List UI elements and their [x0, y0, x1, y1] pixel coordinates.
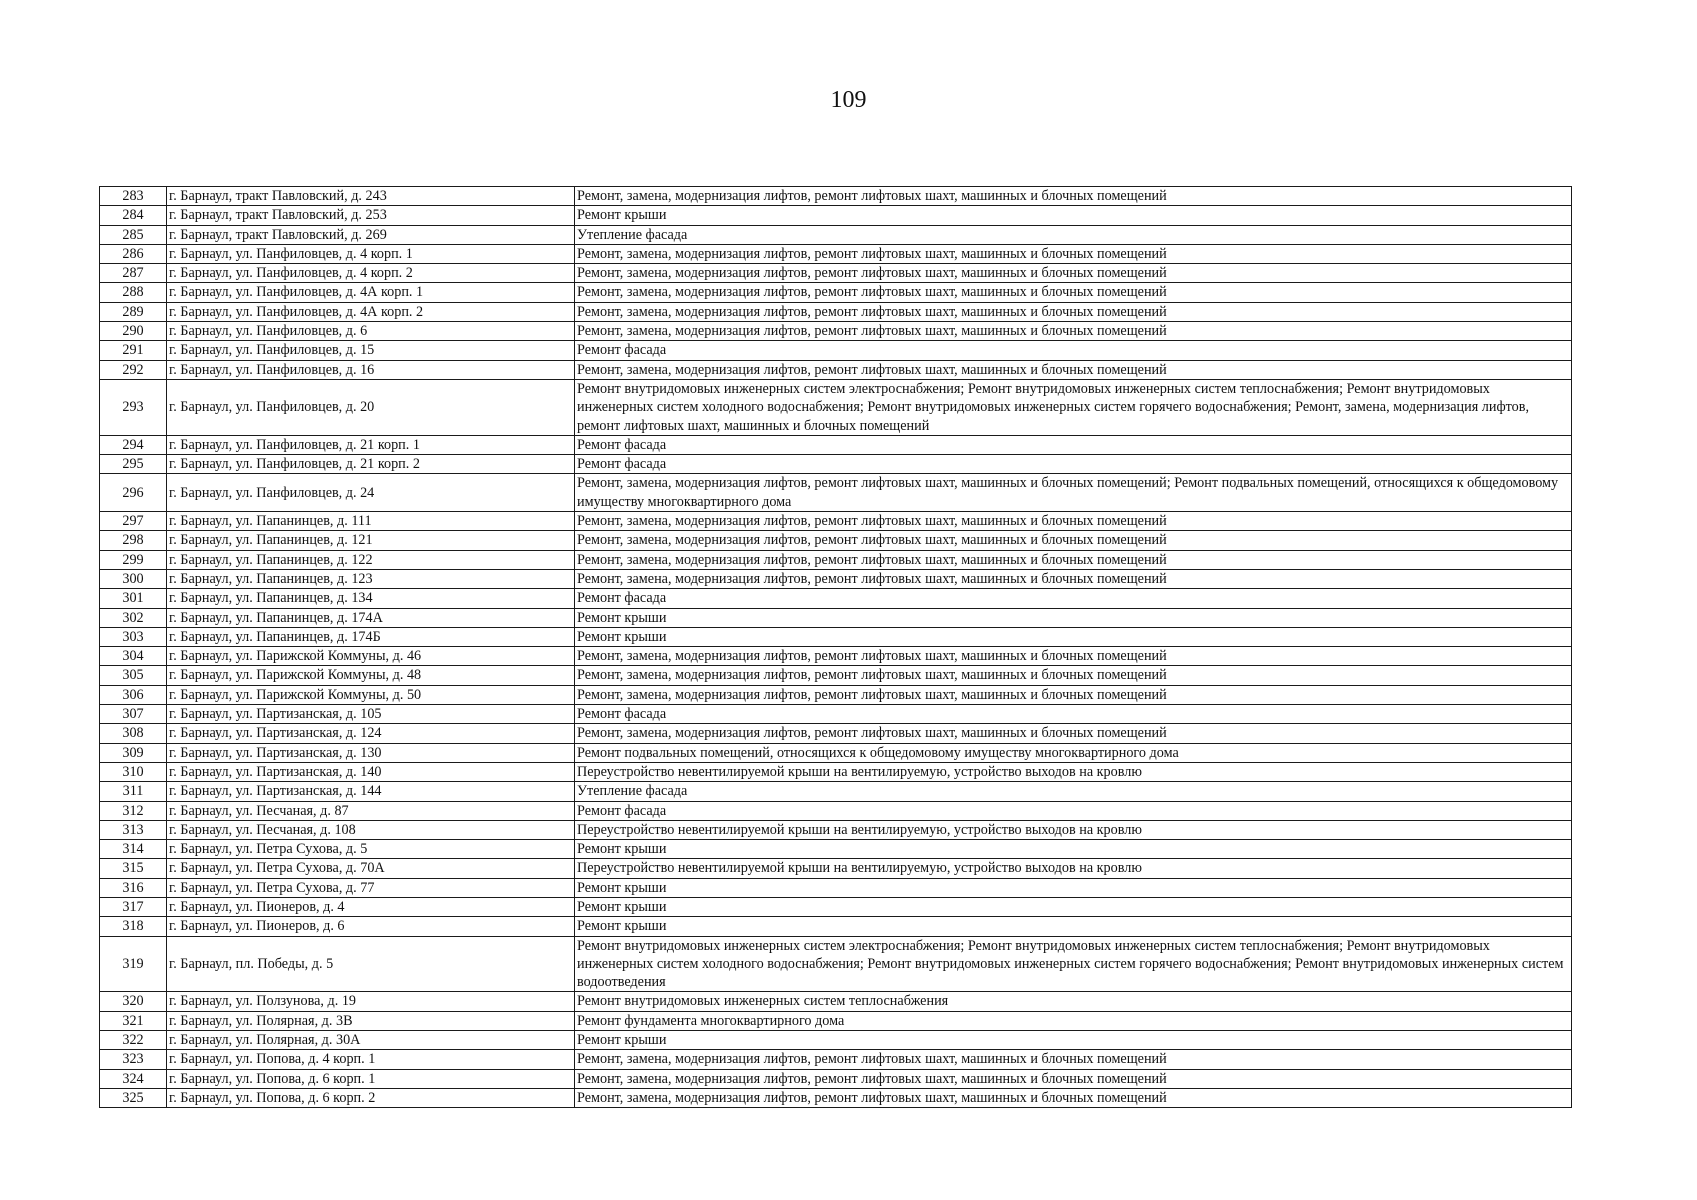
- row-number-cell: 304: [100, 647, 167, 666]
- row-number-cell: 305: [100, 666, 167, 685]
- table-row: [100, 608, 1572, 627]
- work-type-cell: Переустройство невентилируемой крыши на вентилируемую, устройство выходов на кровлю: [575, 859, 1572, 878]
- address-cell: г. Барнаул, пл. Победы, д. 5: [167, 936, 575, 992]
- row-number-cell: 322: [100, 1031, 167, 1050]
- work-type-cell: Ремонт, замена, модернизация лифтов, ремонт лифтовых шахт, машинных и блочных помещений: [575, 1050, 1572, 1069]
- row-number-cell: 297: [100, 512, 167, 531]
- table-row: [100, 897, 1572, 916]
- work-type-cell: Ремонт крыши: [575, 608, 1572, 627]
- table-row: [100, 1050, 1572, 1069]
- table-row: [100, 666, 1572, 685]
- address-cell: г. Барнаул, ул. Панфиловцев, д. 21 корп. 2: [167, 455, 575, 474]
- row-number-cell: 324: [100, 1069, 167, 1088]
- row-number-cell: 307: [100, 705, 167, 724]
- address-cell: г. Барнаул, ул. Пионеров, д. 4: [167, 897, 575, 916]
- address-cell: г. Барнаул, ул. Папанинцев, д. 134: [167, 589, 575, 608]
- table-row: [100, 743, 1572, 762]
- work-type-cell: Ремонт крыши: [575, 897, 1572, 916]
- address-cell: г. Барнаул, ул. Парижской Коммуны, д. 50: [167, 685, 575, 704]
- work-type-cell: Ремонт, замена, модернизация лифтов, ремонт лифтовых шахт, машинных и блочных помещений: [575, 531, 1572, 550]
- row-number-cell: 283: [100, 187, 167, 206]
- table-row: [100, 322, 1572, 341]
- row-number-cell: 300: [100, 569, 167, 588]
- table-row: [100, 589, 1572, 608]
- address-cell: г. Барнаул, ул. Панфиловцев, д. 4А корп. 1: [167, 283, 575, 302]
- row-number-cell: 321: [100, 1011, 167, 1030]
- table-row: [100, 782, 1572, 801]
- work-type-cell: Ремонт крыши: [575, 627, 1572, 646]
- address-cell: г. Барнаул, ул. Панфиловцев, д. 4 корп. 2: [167, 264, 575, 283]
- work-type-cell: Ремонт, замена, модернизация лифтов, ремонт лифтовых шахт, машинных и блочных помещений: [575, 187, 1572, 206]
- table-row: [100, 859, 1572, 878]
- table-row: [100, 1069, 1572, 1088]
- table-row: [100, 360, 1572, 379]
- work-type-cell: Ремонт крыши: [575, 840, 1572, 859]
- table-row: [100, 244, 1572, 263]
- address-cell: г. Барнаул, ул. Партизанская, д. 130: [167, 743, 575, 762]
- address-cell: г. Барнаул, ул. Панфиловцев, д. 4А корп. 2: [167, 302, 575, 321]
- work-type-cell: Ремонт крыши: [575, 917, 1572, 936]
- row-number-cell: 292: [100, 360, 167, 379]
- work-type-cell: Переустройство невентилируемой крыши на вентилируемую, устройство выходов на кровлю: [575, 762, 1572, 781]
- repair-table: [99, 186, 1572, 1108]
- row-number-cell: 318: [100, 917, 167, 936]
- table-body: [100, 187, 1572, 1108]
- row-number-cell: 289: [100, 302, 167, 321]
- address-cell: г. Барнаул, тракт Павловский, д. 269: [167, 225, 575, 244]
- table-row: [100, 379, 1572, 435]
- table-row: [100, 512, 1572, 531]
- row-number-cell: 308: [100, 724, 167, 743]
- work-type-cell: Ремонт, замена, модернизация лифтов, ремонт лифтовых шахт, машинных и блочных помещений: [575, 647, 1572, 666]
- table-row: [100, 801, 1572, 820]
- row-number-cell: 302: [100, 608, 167, 627]
- address-cell: г. Барнаул, тракт Павловский, д. 243: [167, 187, 575, 206]
- table-row: [100, 283, 1572, 302]
- address-cell: г. Барнаул, тракт Павловский, д. 253: [167, 206, 575, 225]
- row-number-cell: 296: [100, 474, 167, 512]
- work-type-cell: Переустройство невентилируемой крыши на вентилируемую, устройство выходов на кровлю: [575, 820, 1572, 839]
- row-number-cell: 314: [100, 840, 167, 859]
- row-number-cell: 299: [100, 550, 167, 569]
- row-number-cell: 298: [100, 531, 167, 550]
- repair-table-container: [99, 186, 1571, 1108]
- address-cell: г. Барнаул, ул. Папанинцев, д. 122: [167, 550, 575, 569]
- address-cell: г. Барнаул, ул. Попова, д. 4 корп. 1: [167, 1050, 575, 1069]
- work-type-cell: Ремонт, замена, модернизация лифтов, ремонт лифтовых шахт, машинных и блочных помещений: [575, 666, 1572, 685]
- row-number-cell: 291: [100, 341, 167, 360]
- table-row: [100, 820, 1572, 839]
- row-number-cell: 311: [100, 782, 167, 801]
- work-type-cell: Ремонт фасада: [575, 341, 1572, 360]
- work-type-cell: Ремонт, замена, модернизация лифтов, ремонт лифтовых шахт, машинных и блочных помещений: [575, 264, 1572, 283]
- address-cell: г. Барнаул, ул. Попова, д. 6 корп. 1: [167, 1069, 575, 1088]
- row-number-cell: 320: [100, 992, 167, 1011]
- work-type-cell: Ремонт фасада: [575, 705, 1572, 724]
- table-row: [100, 878, 1572, 897]
- row-number-cell: 323: [100, 1050, 167, 1069]
- address-cell: г. Барнаул, ул. Петра Сухова, д. 5: [167, 840, 575, 859]
- table-row: [100, 627, 1572, 646]
- table-row: [100, 341, 1572, 360]
- row-number-cell: 290: [100, 322, 167, 341]
- table-row: [100, 474, 1572, 512]
- row-number-cell: 313: [100, 820, 167, 839]
- table-row: [100, 302, 1572, 321]
- work-type-cell: Ремонт фундамента многоквартирного дома: [575, 1011, 1572, 1030]
- row-number-cell: 286: [100, 244, 167, 263]
- row-number-cell: 319: [100, 936, 167, 992]
- row-number-cell: 287: [100, 264, 167, 283]
- address-cell: г. Барнаул, ул. Панфиловцев, д. 21 корп. 1: [167, 435, 575, 454]
- row-number-cell: 317: [100, 897, 167, 916]
- row-number-cell: 316: [100, 878, 167, 897]
- work-type-cell: Ремонт, замена, модернизация лифтов, ремонт лифтовых шахт, машинных и блочных помещений: [575, 283, 1572, 302]
- work-type-cell: Ремонт, замена, модернизация лифтов, ремонт лифтовых шахт, машинных и блочных помещений: [575, 302, 1572, 321]
- address-cell: г. Барнаул, ул. Партизанская, д. 124: [167, 724, 575, 743]
- address-cell: г. Барнаул, ул. Папанинцев, д. 174Б: [167, 627, 575, 646]
- address-cell: г. Барнаул, ул. Парижской Коммуны, д. 46: [167, 647, 575, 666]
- page-number: 109: [830, 87, 867, 113]
- work-type-cell: Ремонт, замена, модернизация лифтов, ремонт лифтовых шахт, машинных и блочных помещений: [575, 724, 1572, 743]
- address-cell: г. Барнаул, ул. Панфиловцев, д. 16: [167, 360, 575, 379]
- table-row: [100, 1011, 1572, 1030]
- work-type-cell: Ремонт, замена, модернизация лифтов, ремонт лифтовых шахт, машинных и блочных помещений: [575, 322, 1572, 341]
- table-row: [100, 1088, 1572, 1107]
- row-number-cell: 315: [100, 859, 167, 878]
- work-type-cell: Утепление фасада: [575, 225, 1572, 244]
- address-cell: г. Барнаул, ул. Папанинцев, д. 111: [167, 512, 575, 531]
- table-row: [100, 936, 1572, 992]
- table-row: [100, 917, 1572, 936]
- table-row: [100, 647, 1572, 666]
- row-number-cell: 309: [100, 743, 167, 762]
- row-number-cell: 285: [100, 225, 167, 244]
- address-cell: г. Барнаул, ул. Песчаная, д. 87: [167, 801, 575, 820]
- work-type-cell: Ремонт, замена, модернизация лифтов, ремонт лифтовых шахт, машинных и блочных помещений; Ремонт подвальных помещений, относящихся к общедомовому имуществу многоквартирного дома: [575, 474, 1572, 512]
- address-cell: г. Барнаул, ул. Панфиловцев, д. 20: [167, 379, 575, 435]
- table-row: [100, 531, 1572, 550]
- table-row: [100, 264, 1572, 283]
- table-row: [100, 550, 1572, 569]
- work-type-cell: Утепление фасада: [575, 782, 1572, 801]
- table-row: [100, 206, 1572, 225]
- work-type-cell: Ремонт, замена, модернизация лифтов, ремонт лифтовых шахт, машинных и блочных помещений: [575, 360, 1572, 379]
- table-row: [100, 569, 1572, 588]
- address-cell: г. Барнаул, ул. Папанинцев, д. 123: [167, 569, 575, 588]
- work-type-cell: Ремонт фасада: [575, 801, 1572, 820]
- address-cell: г. Барнаул, ул. Панфиловцев, д. 4 корп. 1: [167, 244, 575, 263]
- work-type-cell: Ремонт внутридомовых инженерных систем электроснабжения; Ремонт внутридомовых инженерных систем теплоснабжения; Ремонт внутридомовых инженерных систем холодного водоснабжения; Ремонт внутридомовых инженерных систем горячего водоснабжения; Ремонт внутридомовых инженерных систем водоотведения: [575, 936, 1572, 992]
- row-number-cell: 288: [100, 283, 167, 302]
- work-type-cell: Ремонт подвальных помещений, относящихся к общедомовому имуществу многоквартирного дома: [575, 743, 1572, 762]
- work-type-cell: Ремонт фасада: [575, 455, 1572, 474]
- table-row: [100, 187, 1572, 206]
- table-row: [100, 705, 1572, 724]
- address-cell: г. Барнаул, ул. Песчаная, д. 108: [167, 820, 575, 839]
- row-number-cell: 295: [100, 455, 167, 474]
- address-cell: г. Барнаул, ул. Партизанская, д. 144: [167, 782, 575, 801]
- table-row: [100, 762, 1572, 781]
- work-type-cell: Ремонт, замена, модернизация лифтов, ремонт лифтовых шахт, машинных и блочных помещений: [575, 1069, 1572, 1088]
- address-cell: г. Барнаул, ул. Папанинцев, д. 121: [167, 531, 575, 550]
- row-number-cell: 310: [100, 762, 167, 781]
- work-type-cell: Ремонт фасада: [575, 435, 1572, 454]
- work-type-cell: Ремонт крыши: [575, 878, 1572, 897]
- row-number-cell: 325: [100, 1088, 167, 1107]
- work-type-cell: Ремонт фасада: [575, 589, 1572, 608]
- address-cell: г. Барнаул, ул. Партизанская, д. 140: [167, 762, 575, 781]
- address-cell: г. Барнаул, ул. Полярная, д. 30А: [167, 1031, 575, 1050]
- table-row: [100, 840, 1572, 859]
- address-cell: г. Барнаул, ул. Панфиловцев, д. 24: [167, 474, 575, 512]
- work-type-cell: Ремонт крыши: [575, 1031, 1572, 1050]
- row-number-cell: 306: [100, 685, 167, 704]
- table-row: [100, 685, 1572, 704]
- work-type-cell: Ремонт, замена, модернизация лифтов, ремонт лифтовых шахт, машинных и блочных помещений: [575, 685, 1572, 704]
- work-type-cell: Ремонт, замена, модернизация лифтов, ремонт лифтовых шахт, машинных и блочных помещений: [575, 569, 1572, 588]
- address-cell: г. Барнаул, ул. Полярная, д. 3В: [167, 1011, 575, 1030]
- work-type-cell: Ремонт, замена, модернизация лифтов, ремонт лифтовых шахт, машинных и блочных помещений: [575, 512, 1572, 531]
- work-type-cell: Ремонт внутридомовых инженерных систем теплоснабжения: [575, 992, 1572, 1011]
- address-cell: г. Барнаул, ул. Парижской Коммуны, д. 48: [167, 666, 575, 685]
- address-cell: г. Барнаул, ул. Пионеров, д. 6: [167, 917, 575, 936]
- table-row: [100, 455, 1572, 474]
- table-row: [100, 992, 1572, 1011]
- row-number-cell: 293: [100, 379, 167, 435]
- table-row: [100, 225, 1572, 244]
- row-number-cell: 312: [100, 801, 167, 820]
- row-number-cell: 294: [100, 435, 167, 454]
- address-cell: г. Барнаул, ул. Петра Сухова, д. 77: [167, 878, 575, 897]
- table-row: [100, 1031, 1572, 1050]
- work-type-cell: Ремонт, замена, модернизация лифтов, ремонт лифтовых шахт, машинных и блочных помещений: [575, 1088, 1572, 1107]
- work-type-cell: Ремонт, замена, модернизация лифтов, ремонт лифтовых шахт, машинных и блочных помещений: [575, 550, 1572, 569]
- row-number-cell: 303: [100, 627, 167, 646]
- address-cell: г. Барнаул, ул. Папанинцев, д. 174А: [167, 608, 575, 627]
- work-type-cell: Ремонт крыши: [575, 206, 1572, 225]
- address-cell: г. Барнаул, ул. Партизанская, д. 105: [167, 705, 575, 724]
- work-type-cell: Ремонт внутридомовых инженерных систем электроснабжения; Ремонт внутридомовых инженерных систем теплоснабжения; Ремонт внутридомовых инженерных систем холодного водоснабжения; Ремонт внутридомовых инженерных систем горячего водоснабжения; Ремонт, замена, модернизация лифтов, ремонт лифтовых шахт, машинных и блочных помещений: [575, 379, 1572, 435]
- address-cell: г. Барнаул, ул. Панфиловцев, д. 15: [167, 341, 575, 360]
- address-cell: г. Барнаул, ул. Ползунова, д. 19: [167, 992, 575, 1011]
- row-number-cell: 301: [100, 589, 167, 608]
- address-cell: г. Барнаул, ул. Петра Сухова, д. 70А: [167, 859, 575, 878]
- row-number-cell: 284: [100, 206, 167, 225]
- address-cell: г. Барнаул, ул. Попова, д. 6 корп. 2: [167, 1088, 575, 1107]
- table-row: [100, 435, 1572, 454]
- table-row: [100, 724, 1572, 743]
- address-cell: г. Барнаул, ул. Панфиловцев, д. 6: [167, 322, 575, 341]
- work-type-cell: Ремонт, замена, модернизация лифтов, ремонт лифтовых шахт, машинных и блочных помещений: [575, 244, 1572, 263]
